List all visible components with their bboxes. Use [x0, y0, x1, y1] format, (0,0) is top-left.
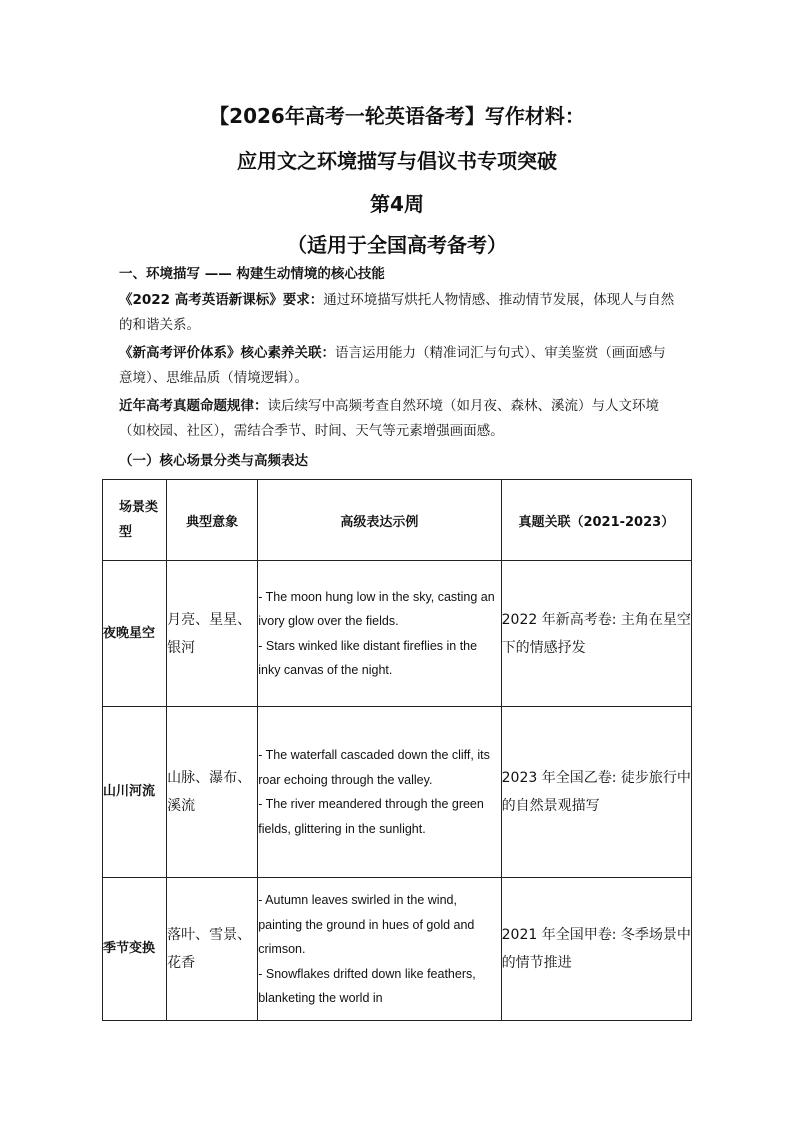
table-row: [103, 878, 692, 1021]
column-header: 高级表达示例: [258, 480, 501, 561]
scene-expression-table: [102, 479, 692, 1021]
scene-type: 山川河流: [103, 707, 167, 878]
exam-relation: 2023 年全国乙卷: 徒步旅行中的自然景观描写: [501, 707, 691, 878]
exam-pattern: 近年高考真题命题规律：读后续写中高频考查自然环境（如月夜、森林、溪流）与人文环境（如校园、社区），需结合季节、时间、天气等元素增强画面感。: [119, 398, 659, 439]
competency-link: 《新高考评价体系》核心素养关联：语言运用能力（精准词汇与句式）、审美鉴赏（画面感与意境）、思维品质（情境逻辑）。: [119, 345, 666, 386]
example-sentence: - The waterfall cascaded down the cliff, its roar echoing through the valley.: [258, 748, 490, 787]
expression-examples: [258, 707, 501, 878]
exam-relation: 2022 年新高考卷: 主角在星空下的情感抒发: [501, 561, 691, 707]
example-sentence: - Snowflakes drifted down like feathers, blanketing the world in: [258, 966, 476, 1005]
exam-relation: 2021 年全国甲卷: 冬季场景中的情节推进: [501, 878, 691, 1021]
week-number: 第4周: [370, 192, 424, 216]
example-sentence: - The moon hung low in the sky, casting an ivory glow over the fields.: [258, 589, 495, 628]
column-header: 真题关联（2021-2023）: [501, 480, 691, 561]
table-row: [103, 561, 692, 707]
column-header: 典型意象: [167, 480, 258, 561]
example-sentence: - Stars winked like distant fireflies in the inky canvas of the night.: [258, 638, 478, 677]
scene-imagery: 山脉、瀑布、溪流: [167, 707, 258, 878]
table-row: [103, 707, 692, 878]
title-line-2: 应用文之环境描写与倡议书专项突破: [237, 149, 557, 173]
column-header: 场景类型: [103, 480, 167, 561]
title-line-1: 【2026年高考一轮英语备考】写作材料：: [209, 104, 585, 128]
applicability-note: （适用于全国高考备考）: [287, 233, 507, 257]
expression-examples: [258, 878, 501, 1021]
example-sentence: - The river meandered through the green fields, glittering in the sunlight.: [258, 797, 484, 836]
table-header-row: [103, 480, 692, 561]
scene-imagery: 月亮、星星、银河: [167, 561, 258, 707]
scene-imagery: 落叶、雪景、花香: [167, 878, 258, 1021]
scene-type: 夜晚星空: [103, 561, 167, 707]
scene-type: 季节变换: [103, 878, 167, 1021]
curriculum-requirement: 《2022 高考英语新课标》要求：通过环境描写烘托人物情感、推动情节发展，体现人与自然的和谐关系。: [119, 292, 675, 333]
example-sentence: - Autumn leaves swirled in the wind, painting the ground in hues of gold and crimson.: [258, 893, 475, 956]
subsection-heading: （一）核心场景分类与高频表达: [119, 453, 308, 469]
expression-examples: [258, 561, 501, 707]
section-heading: 一、环境描写 —— 构建生动情境的核心技能: [119, 266, 385, 282]
